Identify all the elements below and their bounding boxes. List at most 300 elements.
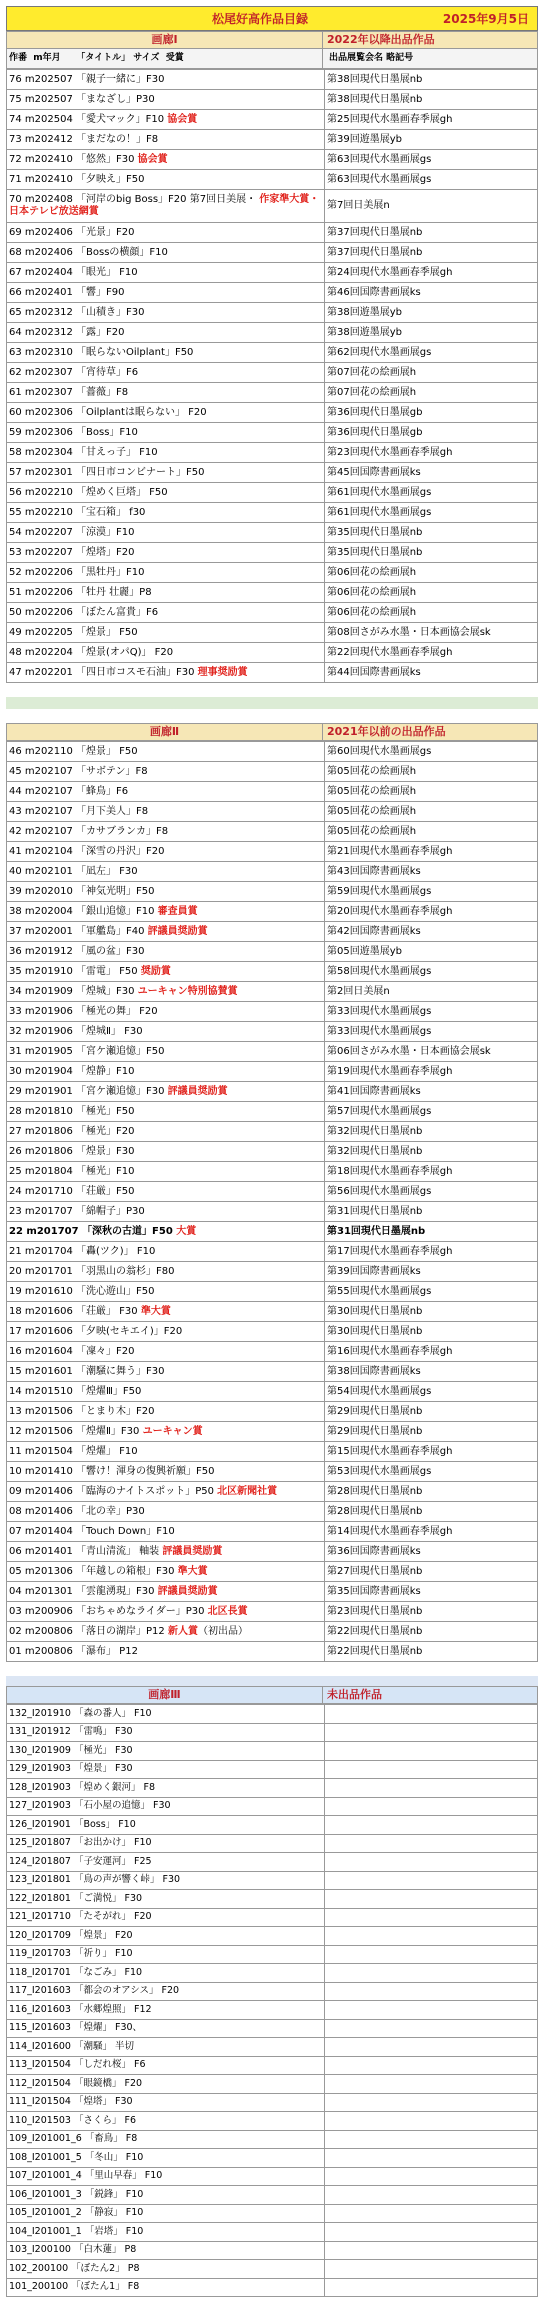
work-code: m200806 <box>24 1625 76 1637</box>
work-number: 50 <box>9 606 25 618</box>
exhibition-cell <box>325 2075 538 2094</box>
table-row <box>7 902 538 922</box>
exhibition-cell <box>325 2204 538 2223</box>
work-number: 16 <box>9 1345 25 1357</box>
work-number: 18 <box>9 1305 25 1317</box>
work-title: 「荘厳」F50 <box>76 1185 135 1197</box>
work-cell <box>7 1142 325 1162</box>
exhibition-cell: 第20回現代水墨画春季展gh <box>325 902 538 922</box>
gallery-3-subtitle: 未出品作品 <box>323 1686 538 1704</box>
work-code: m201404 <box>24 1525 76 1537</box>
gallery-3-title: 画廊Ⅲ <box>6 1686 323 1704</box>
table-row <box>7 1964 538 1983</box>
work-cell <box>7 70 325 90</box>
work-cell: 119_I201703 「祈り」 F10 <box>7 1945 325 1964</box>
work-number: 61 <box>9 386 25 398</box>
work-note: （初出品） <box>197 1625 248 1637</box>
work-cell <box>7 130 325 150</box>
table-row <box>7 1760 538 1779</box>
work-code: m201707 <box>26 1225 83 1237</box>
work-cell <box>7 603 325 623</box>
work-cell <box>7 1042 325 1062</box>
work-number: 41 <box>9 845 25 857</box>
table-row <box>7 2260 538 2279</box>
exhibition-cell <box>325 2130 538 2149</box>
work-title: 「瀑布」 P12 <box>76 1645 138 1657</box>
work-code: m202110 <box>24 745 76 757</box>
exhibition-cell: 第36回現代日墨展gb <box>325 423 538 443</box>
work-number: 65 <box>9 306 25 318</box>
work-title: 「羽黒山の翁杉」F80 <box>76 1265 175 1277</box>
exhibition-cell <box>325 2223 538 2242</box>
work-code: m202306 <box>24 426 76 438</box>
work-code: m202107 <box>24 825 76 837</box>
work-cell: 132_I201910 「森の番人」 F10 <box>7 1705 325 1724</box>
table-row <box>7 2075 538 2094</box>
exhibition-cell: 第59回現代水墨画展gs <box>325 882 538 902</box>
exhibition-cell: 第05回遊墨展yb <box>325 942 538 962</box>
work-title: 「四日市コンビナート」F50 <box>76 466 205 478</box>
work-code: m201909 <box>24 985 76 997</box>
work-title: 「煌景」 F50 <box>76 745 138 757</box>
work-cell <box>7 1422 325 1442</box>
table-row <box>7 1022 538 1042</box>
work-title: 「落日の湖岸」P12 <box>76 1625 165 1637</box>
work-title: 「軍艦島」F40 <box>76 925 145 937</box>
table-row <box>7 243 538 263</box>
work-title: 「煌景(オパQ)」 F20 <box>76 646 174 658</box>
work-number: 15 <box>9 1365 25 1377</box>
work-title: 「まなざし」P30 <box>76 93 155 105</box>
exhibition-cell: 第14回現代水墨画春季展gh <box>325 1522 538 1542</box>
work-code: m201604 <box>24 1345 76 1357</box>
table-row <box>7 1342 538 1362</box>
exhibition-cell: 第17回現代水墨画春季展gh <box>325 1242 538 1262</box>
work-cell <box>7 1342 325 1362</box>
work-number: 44 <box>9 785 25 797</box>
work-cell: 110_I201503 「さくら」 F6 <box>7 2112 325 2131</box>
work-cell <box>7 443 325 463</box>
work-title: 「涼漠」F10 <box>76 526 135 538</box>
exhibition-cell: 第53回現代水墨画展gs <box>325 1462 538 1482</box>
exhibition-cell <box>325 1834 538 1853</box>
gallery-1-header <box>6 31 538 49</box>
work-code: m201610 <box>24 1285 76 1297</box>
exhibition-cell: 第39回遊墨展yb <box>325 130 538 150</box>
work-cell: 105_I201001_2 「静寂」 F10 <box>7 2204 325 2223</box>
table-row <box>7 583 538 603</box>
work-cell: 122_I201801 「ご満悦」 F30 <box>7 1890 325 1909</box>
work-number: 62 <box>9 366 25 378</box>
work-title: 「深秋の古道」F50 <box>82 1225 173 1237</box>
work-number: 14 <box>9 1385 25 1397</box>
work-cell <box>7 862 325 882</box>
award-label: 新人賞 <box>167 1625 198 1637</box>
exhibition-cell: 第56回現代水墨画展gs <box>325 1182 538 1202</box>
work-code: m202406 <box>24 226 76 238</box>
work-cell <box>7 1222 325 1242</box>
table-row <box>7 942 538 962</box>
work-number: 70 <box>9 194 25 205</box>
work-code: m202210 <box>24 506 76 518</box>
work-number: 57 <box>9 466 25 478</box>
work-cell <box>7 1082 325 1102</box>
exhibition-cell: 第60回現代水墨画展gs <box>325 742 538 762</box>
exhibition-cell: 第30回現代日墨展nb <box>325 1302 538 1322</box>
award-label: 評議員奨励賞 <box>167 1085 228 1097</box>
work-code: m202408 <box>24 194 76 205</box>
table-row <box>7 443 538 463</box>
table-row <box>7 982 538 1002</box>
exhibition-cell: 第18回現代水墨画春季展gh <box>325 1162 538 1182</box>
work-title: 「露」F20 <box>76 326 125 338</box>
work-cell: 109_I201001_6 「畜鳥」 F8 <box>7 2130 325 2149</box>
exhibition-cell: 第15回現代水墨画春季展gh <box>325 1442 538 1462</box>
work-cell: 103_I200100 「白木蓮」 P8 <box>7 2241 325 2260</box>
work-cell <box>7 902 325 922</box>
work-title: 「Boss」F10 <box>76 426 138 438</box>
table-row <box>7 363 538 383</box>
work-code: m202304 <box>24 446 76 458</box>
table-row <box>7 1142 538 1162</box>
table-row <box>7 1797 538 1816</box>
work-cell <box>7 1482 325 1502</box>
work-code: m201406 <box>24 1505 76 1517</box>
work-cell: 120_I201709 「煌景」 F20 <box>7 1927 325 1946</box>
work-cell <box>7 1162 325 1182</box>
column-header-right: 出品展覧会名 略記号 <box>323 49 538 69</box>
work-code: m202312 <box>24 306 76 318</box>
work-cell <box>7 1382 325 1402</box>
work-title: 「Oilplantは眠らない」 F20 <box>76 406 207 418</box>
work-cell <box>7 583 325 603</box>
table-row <box>7 1462 538 1482</box>
award-label: ユーキャン特別協賛賞 <box>137 985 238 997</box>
exhibition-cell: 第25回現代水墨画春季展gh <box>325 110 538 130</box>
work-title: 「Touch Down」F10 <box>76 1525 175 1537</box>
work-title: 「神気光明」F50 <box>76 885 155 897</box>
work-title: 「サボテン」F8 <box>76 765 148 777</box>
exhibition-cell: 第61回現代水墨画展gs <box>325 483 538 503</box>
exhibition-cell: 第22回現代日墨展nb <box>325 1622 538 1642</box>
award-label: 協会賞 <box>167 113 198 125</box>
work-code: m202210 <box>24 486 76 498</box>
exhibition-cell <box>325 1908 538 1927</box>
exhibition-cell <box>325 1797 538 1816</box>
work-cell: 117_I201603 「都会のオアシス」 F20 <box>7 1982 325 2001</box>
work-code: m201606 <box>24 1325 76 1337</box>
work-code: m201401 <box>24 1545 76 1557</box>
table-row <box>7 1482 538 1502</box>
gallery-1-title: 画廊Ⅰ <box>6 31 323 49</box>
table-row <box>7 503 538 523</box>
work-cell: 126_I201901 「Boss」 F10 <box>7 1816 325 1835</box>
work-cell: 101_200100 「ぼたん1」 F8 <box>7 2278 325 2297</box>
table-row <box>7 483 538 503</box>
table-row <box>7 2241 538 2260</box>
work-number: 48 <box>9 646 25 658</box>
catalog-page <box>6 6 538 2297</box>
work-number: 35 <box>9 965 25 977</box>
exhibition-cell: 第16回現代水墨画春季展gh <box>325 1342 538 1362</box>
work-cell: 114_I201600 「潮騒」 半切 <box>7 2038 325 2057</box>
award-label: 協会賞 <box>137 153 168 165</box>
work-title: 「凜々」F20 <box>76 1345 135 1357</box>
work-code: m200906 <box>24 1605 76 1617</box>
exhibition-cell: 第38回現代日墨展nb <box>325 70 538 90</box>
table-row <box>7 563 538 583</box>
work-cell <box>7 1202 325 1222</box>
work-cell <box>7 150 325 170</box>
work-number: 31 <box>9 1045 25 1057</box>
work-code: m201806 <box>24 1125 76 1137</box>
work-cell: 128_I201903 「煌めく銀河」 F8 <box>7 1779 325 1798</box>
table-row <box>7 1945 538 1964</box>
work-cell: 108_I201001_5 「冬山」 F10 <box>7 2149 325 2168</box>
work-title: 「煌燿」 F10 <box>76 1445 138 1457</box>
work-number: 63 <box>9 346 25 358</box>
table-row <box>7 922 538 942</box>
table-row <box>7 343 538 363</box>
table-row <box>7 782 538 802</box>
work-cell <box>7 1442 325 1462</box>
work-title: 「響」F90 <box>76 286 125 298</box>
table-row <box>7 1282 538 1302</box>
exhibition-cell: 第62回現代水墨画展gs <box>325 343 538 363</box>
gallery-3-header <box>6 1686 538 1704</box>
work-cell: 123_I201801 「鳥の声が響く峠」 F30 <box>7 1871 325 1890</box>
work-number: 37 <box>9 925 25 937</box>
work-number: 43 <box>9 805 25 817</box>
work-code: m201301 <box>24 1585 76 1597</box>
section-divider <box>6 697 538 709</box>
table-row <box>7 2093 538 2112</box>
catalog-header <box>6 6 538 31</box>
work-code: m202507 <box>24 93 76 105</box>
table-row <box>7 822 538 842</box>
work-code: m202412 <box>24 133 76 145</box>
table-row <box>7 1602 538 1622</box>
work-cell <box>7 90 325 110</box>
exhibition-cell: 第06回さがみ水墨・日本画協会展sk <box>325 1042 538 1062</box>
work-cell <box>7 802 325 822</box>
work-cell: 111_I201504 「煌塔」 F30 <box>7 2093 325 2112</box>
work-cell: 104_I201001_1 「岩塔」 F10 <box>7 2223 325 2242</box>
work-cell <box>7 842 325 862</box>
exhibition-cell: 第38回国際書画展ks <box>325 1362 538 1382</box>
exhibition-cell: 第35回現代日墨展nb <box>325 523 538 543</box>
award-label: 評議員奨励賞 <box>162 1545 223 1557</box>
work-title: 「山積き」F30 <box>76 306 145 318</box>
work-title: 「蜂鳥」F6 <box>76 785 129 797</box>
work-title: 「夕映(セキエイ)」F20 <box>76 1325 183 1337</box>
exhibition-cell: 第44回国際書画展ks <box>325 663 538 683</box>
table-row <box>7 283 538 303</box>
table-row <box>7 1779 538 1798</box>
exhibition-cell: 第31回現代日墨展nb <box>325 1202 538 1222</box>
exhibition-cell <box>325 1982 538 2001</box>
work-cell <box>7 1602 325 1622</box>
exhibition-cell: 第31回現代日墨展nb <box>325 1222 538 1242</box>
work-code: m201306 <box>24 1565 76 1577</box>
exhibition-cell <box>325 1760 538 1779</box>
work-cell <box>7 1262 325 1282</box>
table-row <box>7 842 538 862</box>
award-label: 準大賞 <box>140 1305 171 1317</box>
table-row <box>7 223 538 243</box>
exhibition-cell <box>325 1871 538 1890</box>
work-number: 47 <box>9 666 25 678</box>
table-row <box>7 663 538 683</box>
table-row <box>7 383 538 403</box>
exhibition-cell <box>325 1927 538 1946</box>
work-cell <box>7 1282 325 1302</box>
table-row <box>7 1062 538 1082</box>
table-row <box>7 1705 538 1724</box>
table-row <box>7 263 538 283</box>
exhibition-cell <box>325 2260 538 2279</box>
gallery-1-table <box>6 69 538 683</box>
work-number: 27 <box>9 1125 25 1137</box>
table-row <box>7 543 538 563</box>
work-cell <box>7 503 325 523</box>
exhibition-cell <box>325 2149 538 2168</box>
work-cell <box>7 1402 325 1422</box>
work-number: 66 <box>9 286 25 298</box>
exhibition-cell: 第22回現代日墨展nb <box>325 1642 538 1662</box>
exhibition-cell <box>325 1853 538 1872</box>
exhibition-cell: 第58回現代水墨画展gs <box>325 962 538 982</box>
work-code: m201904 <box>24 1065 76 1077</box>
work-number: 64 <box>9 326 25 338</box>
work-number: 53 <box>9 546 25 558</box>
work-code: m202504 <box>24 113 76 125</box>
work-cell <box>7 403 325 423</box>
work-title: 「綿帽子」P30 <box>76 1205 145 1217</box>
work-cell: 113_I201504 「しだれ桜」 F6 <box>7 2056 325 2075</box>
work-title: 「轟(ツク)」 F10 <box>76 1245 156 1257</box>
exhibition-cell: 第54回現代水墨画展gs <box>325 1382 538 1402</box>
work-title: 「煌城」F30 <box>76 985 135 997</box>
work-number: 10 <box>9 1465 25 1477</box>
table-row <box>7 1182 538 1202</box>
exhibition-cell <box>325 2278 538 2297</box>
work-number: 56 <box>9 486 25 498</box>
work-cell <box>7 742 325 762</box>
work-code: m201710 <box>24 1185 76 1197</box>
work-title: 「潮騒に舞う」F30 <box>76 1365 165 1377</box>
column-header-left: 作番 m年月 「タイトル」 サイズ 受賞 <box>6 49 323 69</box>
work-number: 28 <box>9 1105 25 1117</box>
work-number: 45 <box>9 765 25 777</box>
work-code: m201912 <box>24 945 76 957</box>
work-title: 「煌景」 F50 <box>76 626 138 638</box>
work-title: 「洗心遊山」F50 <box>76 1285 155 1297</box>
exhibition-cell: 第28回現代日墨展nb <box>325 1482 538 1502</box>
work-cell <box>7 882 325 902</box>
exhibition-cell: 第32回現代日墨展nb <box>325 1142 538 1162</box>
gallery-1-subtitle: 2022年以降出品作品 <box>323 31 538 49</box>
work-code: m202206 <box>24 566 76 578</box>
table-row <box>7 1002 538 1022</box>
work-title: 「光景」F20 <box>76 226 135 238</box>
exhibition-cell: 第05回花の絵画展h <box>325 822 538 842</box>
work-number: 33 <box>9 1005 25 1017</box>
exhibition-cell: 第08回さがみ水墨・日本画協会展sk <box>325 623 538 643</box>
work-number: 58 <box>9 446 25 458</box>
table-row <box>7 2167 538 2186</box>
table-row <box>7 130 538 150</box>
work-cell <box>7 1622 325 1642</box>
work-cell <box>7 762 325 782</box>
work-number: 09 <box>9 1485 25 1497</box>
table-row <box>7 2278 538 2297</box>
work-cell: 131_I201912 「雷鳴」 F30 <box>7 1723 325 1742</box>
gallery-3-table <box>6 1704 538 2297</box>
work-number: 03 <box>9 1605 25 1617</box>
exhibition-cell: 第55回現代水墨画展gs <box>325 1282 538 1302</box>
work-title: 「Bossの横顔」F10 <box>76 246 168 258</box>
exhibition-cell <box>325 2056 538 2075</box>
exhibition-cell: 第38回遊墨展yb <box>325 323 538 343</box>
work-number: 67 <box>9 266 25 278</box>
work-cell: 125_I201807 「お出かけ」 F10 <box>7 1834 325 1853</box>
work-title: 「臨海のナイトスポット」P50 <box>76 1485 214 1497</box>
exhibition-cell: 第06回花の絵画展h <box>325 583 538 603</box>
table-row <box>7 2112 538 2131</box>
award-label: 評議員奨励賞 <box>147 925 208 937</box>
exhibition-cell: 第7回日美展n <box>325 190 538 223</box>
table-row <box>7 1262 538 1282</box>
work-number: 68 <box>9 246 25 258</box>
work-code: m201901 <box>24 1085 76 1097</box>
work-cell <box>7 1542 325 1562</box>
work-cell <box>7 1462 325 1482</box>
work-number: 05 <box>9 1565 25 1577</box>
table-row <box>7 1927 538 1946</box>
exhibition-cell: 第63回現代水墨画展gs <box>325 170 538 190</box>
exhibition-cell: 第38回現代日墨展nb <box>325 90 538 110</box>
work-number: 42 <box>9 825 25 837</box>
work-cell: 124_I201807 「子安運河」 F25 <box>7 1853 325 1872</box>
work-number: 24 <box>9 1185 25 1197</box>
work-number: 69 <box>9 226 25 238</box>
work-number: 19 <box>9 1285 25 1297</box>
work-cell: 115_I201603 「煌燿」 F30、 <box>7 2019 325 2038</box>
work-number: 02 <box>9 1625 25 1637</box>
exhibition-cell <box>325 2001 538 2020</box>
exhibition-cell: 第36回現代日墨展gb <box>325 403 538 423</box>
work-code: m201504 <box>24 1445 76 1457</box>
table-row <box>7 1422 538 1442</box>
catalog-date: 2025年9月5日 <box>442 12 529 26</box>
work-title: 「銀山追憶」F10 <box>76 905 155 917</box>
work-title: 「荘厳」 F30 <box>76 1305 138 1317</box>
exhibition-cell: 第05回花の絵画展h <box>325 762 538 782</box>
work-number: 39 <box>9 885 25 897</box>
work-code: m202101 <box>24 865 76 877</box>
work-title: 「煌塔」F20 <box>76 546 135 558</box>
exhibition-cell: 第23回現代日墨展nb <box>325 1602 538 1622</box>
table-row <box>7 1402 538 1422</box>
work-title: 「煌静」F10 <box>76 1065 135 1077</box>
work-code: m202312 <box>24 326 76 338</box>
work-cell <box>7 942 325 962</box>
table-row <box>7 1502 538 1522</box>
work-code: m202401 <box>24 286 76 298</box>
work-title: 「黒牡丹」F10 <box>76 566 145 578</box>
table-row <box>7 1082 538 1102</box>
